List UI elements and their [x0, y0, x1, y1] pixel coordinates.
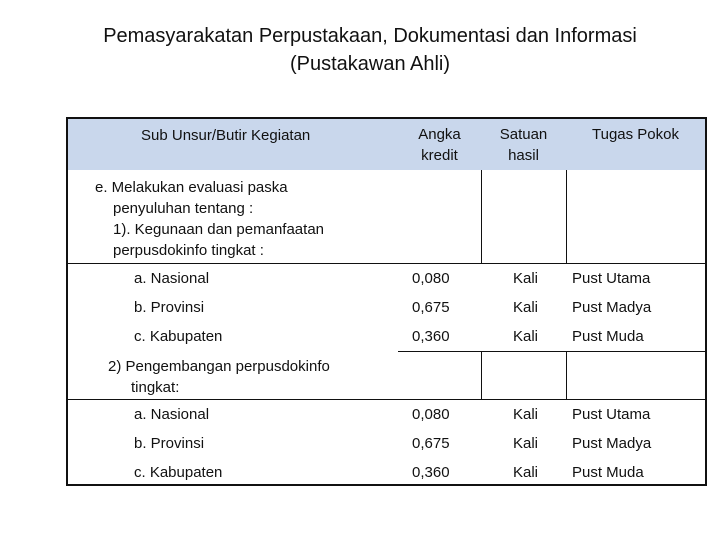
item-cell: a. Nasional — [68, 264, 398, 294]
tugas-cell: Pust Madya — [572, 299, 652, 316]
table-row — [68, 293, 705, 322]
item-cell: c. Kabupaten — [134, 463, 223, 481]
satuan-cell: Kali — [481, 264, 566, 294]
tugas-cell: Pust Muda — [572, 328, 644, 345]
item-cell: c. Kabupaten — [134, 328, 223, 345]
kredit-cell: 0,675 — [412, 434, 450, 452]
kegiatan-table — [66, 117, 707, 486]
tugas-cell: Pust Muda — [572, 463, 644, 481]
kredit-cell: 0,080 — [398, 264, 481, 294]
table-row — [68, 429, 705, 458]
header-tugas-pokok: Tugas Pokok — [566, 119, 705, 170]
satuan-cell: Kali — [512, 463, 538, 481]
section-heading-row — [68, 352, 705, 400]
tugas-cell: Pust Utama — [566, 264, 705, 294]
page-title — [0, 22, 720, 78]
header-sub-unsur: Sub Unsur/Butir Kegiatan — [68, 119, 398, 170]
kredit-cell: 0,080 — [398, 399, 481, 429]
kredit-cell: 0,675 — [412, 299, 450, 316]
section-2-heading: 2) Pengembangan perpusdokinfo tingkat: — [108, 357, 330, 396]
table-row — [68, 458, 705, 487]
satuan-cell: Kali — [481, 399, 566, 429]
title-line-1: Pemasyarakatan Perpustakaan, Dokumentasi dan Informasi — [103, 25, 637, 47]
tugas-cell: Pust Madya — [572, 434, 652, 452]
header-angka-kredit: Angka kredit — [398, 119, 481, 170]
header-satuan-hasil: Satuan hasil — [481, 119, 566, 170]
kredit-cell: 0,360 — [412, 328, 450, 345]
table-row — [68, 322, 705, 352]
satuan-cell: Kali — [512, 328, 538, 345]
table-row — [68, 264, 705, 294]
item-cell: a. Nasional — [68, 399, 398, 429]
table-header-row — [68, 119, 705, 170]
satuan-cell: Kali — [512, 299, 538, 316]
section-1-heading: e. Melakukan evaluasi paska penyuluhan tentang : 1). Kegunaan dan pemanfaatan perpusdokinfo tingkat : — [95, 179, 325, 259]
tugas-cell: Pust Utama — [566, 399, 705, 429]
title-line-2: (Pustakawan Ahli) — [289, 53, 451, 75]
table-row — [68, 399, 705, 429]
satuan-cell: Kali — [512, 434, 538, 452]
item-cell: b. Provinsi — [134, 299, 205, 316]
section-heading-row — [68, 170, 705, 264]
item-cell: b. Provinsi — [134, 434, 205, 452]
kredit-cell: 0,360 — [412, 463, 450, 481]
